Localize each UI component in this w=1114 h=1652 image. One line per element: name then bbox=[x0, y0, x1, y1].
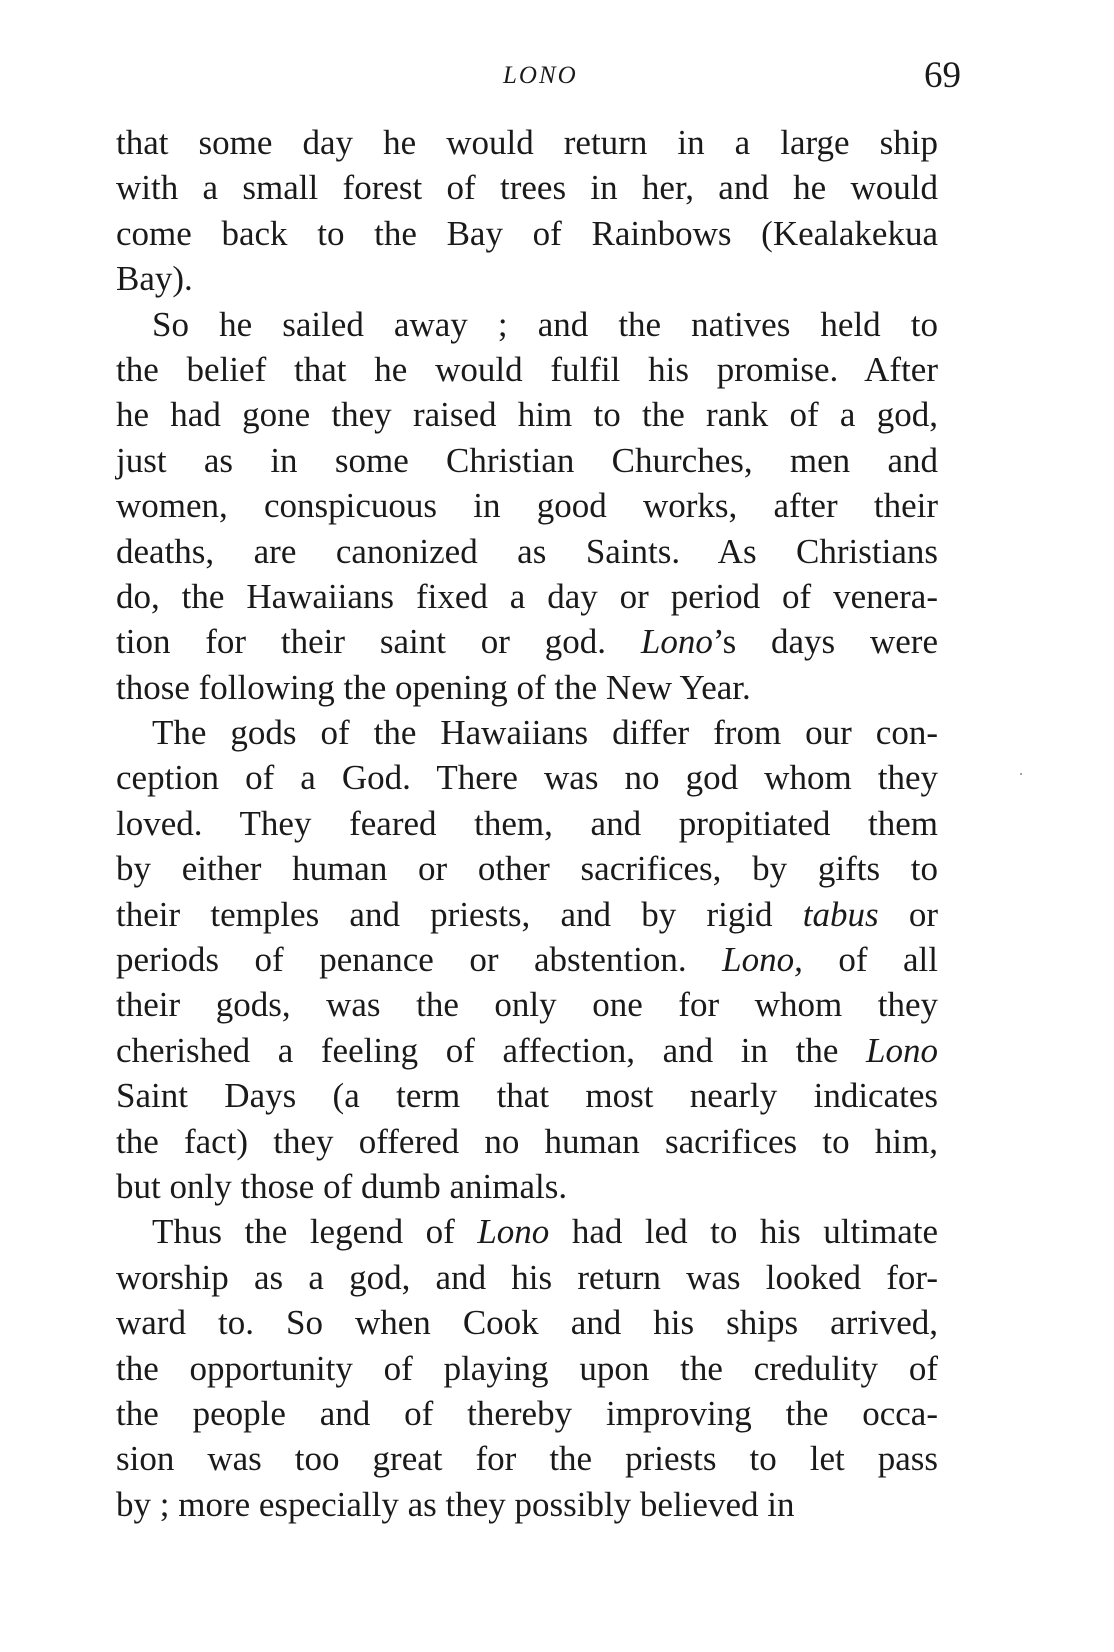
paper-speck bbox=[1020, 773, 1022, 775]
text-line: by ; more especially as they possibly believed in bbox=[116, 1484, 795, 1524]
text-line: the opportunity of playing upon the credulity of bbox=[116, 1348, 938, 1388]
text-line: do, the Hawaiians fixed a day or period of venera- bbox=[116, 576, 938, 616]
running-title: LONO bbox=[503, 62, 578, 89]
running-header bbox=[0, 55, 1114, 98]
text-line: with a small forest of trees in her, and he would bbox=[116, 168, 938, 208]
text-line bbox=[116, 937, 938, 982]
text-segment: of all bbox=[802, 940, 938, 980]
text-segment: periods of penance or abstention. bbox=[116, 940, 723, 980]
text-line: worship as a god, and his return was looked for- bbox=[116, 1257, 938, 1297]
text-line: their gods, was the only one for whom they bbox=[116, 985, 938, 1025]
text-line: he had gone they raised him to the rank of a god, bbox=[116, 395, 938, 435]
text-segment: tion for their saint or god. bbox=[116, 622, 641, 662]
text-line: women, conspicuous in good works, after their bbox=[116, 486, 938, 526]
text-line: the fact) they offered no human sacrifices to him, bbox=[116, 1121, 938, 1161]
text-line bbox=[116, 1209, 938, 1254]
text-segment: cherished a feeling of affection, and in the bbox=[116, 1030, 867, 1070]
text-line bbox=[116, 892, 938, 937]
text-line: deaths, are canonized as Saints. As Christians bbox=[116, 531, 938, 571]
text-segment: had led to his ultimate bbox=[549, 1212, 938, 1252]
text-line: the people and of thereby improving the occa- bbox=[116, 1393, 938, 1433]
text-line: Saint Days (a term that most nearly indicates bbox=[116, 1076, 938, 1116]
page-number: 69 bbox=[924, 55, 961, 96]
text-line: Bay). bbox=[116, 259, 193, 299]
text-line: loved. They feared them, and propitiated them bbox=[116, 803, 938, 843]
text-line bbox=[116, 619, 938, 664]
italic-term: Lono bbox=[866, 1030, 938, 1070]
italic-term: Lono bbox=[640, 622, 713, 662]
text-line: that some day he would return in a large ship bbox=[116, 123, 938, 162]
text-line: those following the opening of the New Year. bbox=[116, 667, 751, 707]
italic-term: Lono bbox=[477, 1212, 550, 1252]
text-line: come back to the Bay of Rainbows (Kealakekua bbox=[116, 213, 938, 253]
text-line: ward to. So when Cook and his ships arrived, bbox=[116, 1303, 938, 1343]
body-text bbox=[116, 120, 938, 1527]
text-line: but only those of dumb animals. bbox=[116, 1166, 568, 1206]
text-segment: ’s days were bbox=[712, 622, 938, 662]
text-segment: their temples and priests, and by rigid bbox=[116, 894, 803, 934]
text-line: ception of a God. There was no god whom they bbox=[116, 758, 938, 798]
italic-term: Lono, bbox=[722, 940, 803, 980]
text-segment: or bbox=[878, 894, 938, 934]
text-line: by either human or other sacrifices, by gifts to bbox=[116, 849, 938, 889]
text-line: The gods of the Hawaiians differ from our con- bbox=[152, 713, 938, 753]
text-line bbox=[116, 1028, 938, 1073]
text-line: the belief that he would fulfil his promise. After bbox=[116, 349, 938, 389]
text-segment: Thus the legend of bbox=[152, 1212, 478, 1252]
text-line: just as in some Christian Churches, men and bbox=[116, 440, 938, 480]
text-line: sion was too great for the priests to let pass bbox=[116, 1439, 938, 1479]
text-line: So he sailed away ; and the natives held to bbox=[152, 304, 938, 344]
italic-term: tabus bbox=[802, 894, 879, 934]
